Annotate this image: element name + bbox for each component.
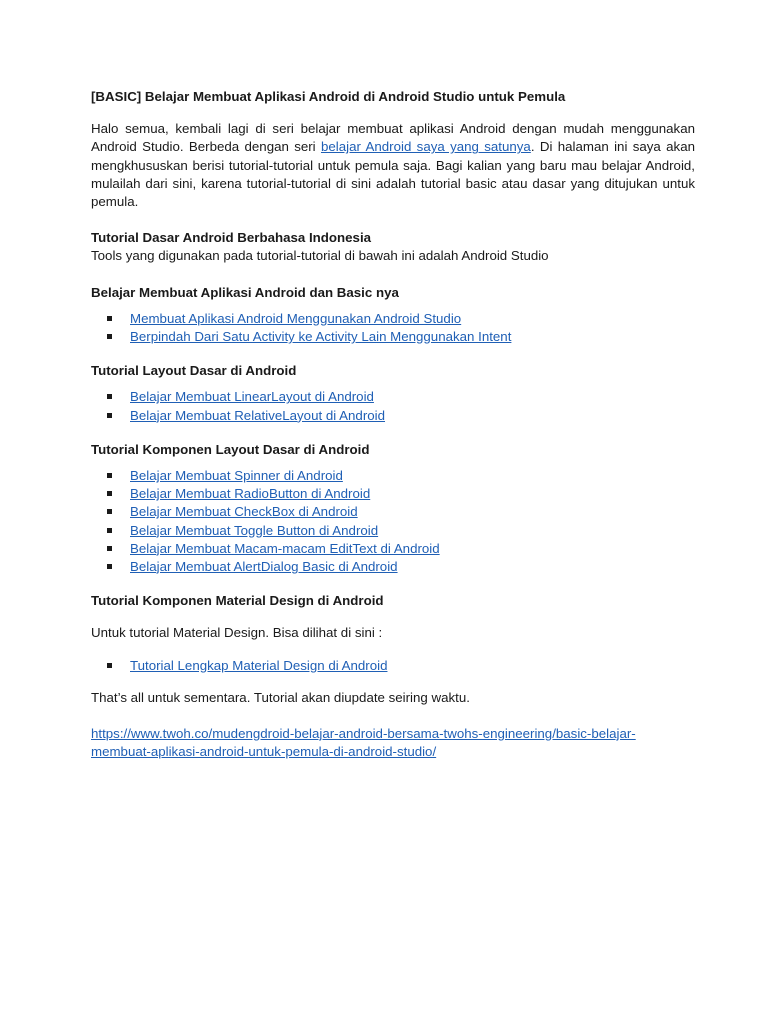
list-item xyxy=(107,522,695,540)
intro-series-link[interactable]: belajar Android saya yang satunya xyxy=(320,139,531,155)
list-item xyxy=(107,657,695,675)
list-item xyxy=(107,388,695,406)
square-bullet-icon xyxy=(107,564,112,569)
source-url-line2: membuat-aplikasi-android-untuk-pemula-di-android-studio/ xyxy=(91,744,437,760)
link-spinner[interactable]: Belajar Membuat Spinner di Android xyxy=(130,467,343,483)
square-bullet-icon xyxy=(107,509,112,514)
square-bullet-icon xyxy=(107,663,112,668)
heading-tutorial-dasar: Tutorial Dasar Android Berbahasa Indonesia xyxy=(91,230,372,246)
material-link-list xyxy=(91,657,695,675)
intro-paragraph xyxy=(91,120,695,211)
square-bullet-icon xyxy=(107,413,112,418)
source-url-line1: https://www.twoh.co/mudengdroid-belajar-android-bersama-twohs-engineering/basic-belajar- xyxy=(91,725,636,741)
square-bullet-icon xyxy=(107,316,112,321)
link-alertdialog[interactable]: Belajar Membuat AlertDialog Basic di Android xyxy=(130,558,398,574)
heading-komponen-layout: Tutorial Komponen Layout Dasar di Android xyxy=(91,441,370,457)
link-radiobutton[interactable]: Belajar Membuat RadioButton di Android xyxy=(130,486,371,502)
link-checkbox[interactable]: Belajar Membuat CheckBox di Android xyxy=(130,504,358,520)
square-bullet-icon xyxy=(107,473,112,478)
list-item xyxy=(107,503,695,521)
square-bullet-icon xyxy=(107,528,112,533)
square-bullet-icon xyxy=(107,546,112,551)
list-item xyxy=(107,310,695,328)
heading-material-design: Tutorial Komponen Material Design di Android xyxy=(91,593,384,609)
link-edittext[interactable]: Belajar Membuat Macam-macam EditText di Android xyxy=(130,540,440,556)
square-bullet-icon xyxy=(107,394,112,399)
layout-link-list xyxy=(91,388,695,424)
document-title: [BASIC] Belajar Membuat Aplikasi Android di Android Studio untuk Pemula xyxy=(91,89,566,104)
list-item xyxy=(107,540,695,558)
square-bullet-icon xyxy=(107,334,112,339)
link-relativelayout[interactable]: Belajar Membuat RelativeLayout di Android xyxy=(130,407,386,423)
heading-layout-dasar: Tutorial Layout Dasar di Android xyxy=(91,363,297,379)
closing-text: That’s all untuk sementara. Tutorial akan diupdate seiring waktu. xyxy=(91,689,470,705)
link-membuat-aplikasi[interactable]: Membuat Aplikasi Android Menggunakan Android Studio xyxy=(130,310,462,326)
komponen-link-list xyxy=(91,467,695,576)
tools-text: Tools yang digunakan pada tutorial-tutorial di bawah ini adalah Android Studio xyxy=(91,248,549,264)
list-item xyxy=(107,485,695,503)
source-url-block xyxy=(91,725,695,761)
list-item xyxy=(107,328,695,346)
link-toggle-button[interactable]: Belajar Membuat Toggle Button di Android xyxy=(130,522,379,538)
link-linearlayout[interactable]: Belajar Membuat LinearLayout di Android xyxy=(130,389,374,405)
link-material-design[interactable]: Tutorial Lengkap Material Design di Android xyxy=(130,657,388,673)
material-text: Untuk tutorial Material Design. Bisa dilihat di sini : xyxy=(91,625,383,641)
list-item xyxy=(107,467,695,485)
list-item xyxy=(107,558,695,576)
list-item xyxy=(107,407,695,425)
source-url-link[interactable] xyxy=(91,726,636,759)
basic-link-list xyxy=(91,310,695,346)
heading-basic: Belajar Membuat Aplikasi Android dan Basic nya xyxy=(91,284,399,300)
link-berpindah-activity[interactable]: Berpindah Dari Satu Activity ke Activity Lain Menggunakan Intent xyxy=(130,329,512,345)
intro-text-before: Halo semua, kembali lagi di seri belajar membuat aplikasi Android dengan mudah menggunakan Android Studio. Berbeda dengan seri xyxy=(91,121,695,155)
square-bullet-icon xyxy=(107,491,112,496)
intro-text-after: . Di halaman ini saya akan mengkhususkan berisi tutorial-tutorial untuk pemula saja. Bagi kalian yang baru mau belajar Android, mulailah dari sini, karena tutorial-tutorial di sini adalah tutorial basic atau dasar yang ditujukan untuk pemula. xyxy=(91,139,695,210)
